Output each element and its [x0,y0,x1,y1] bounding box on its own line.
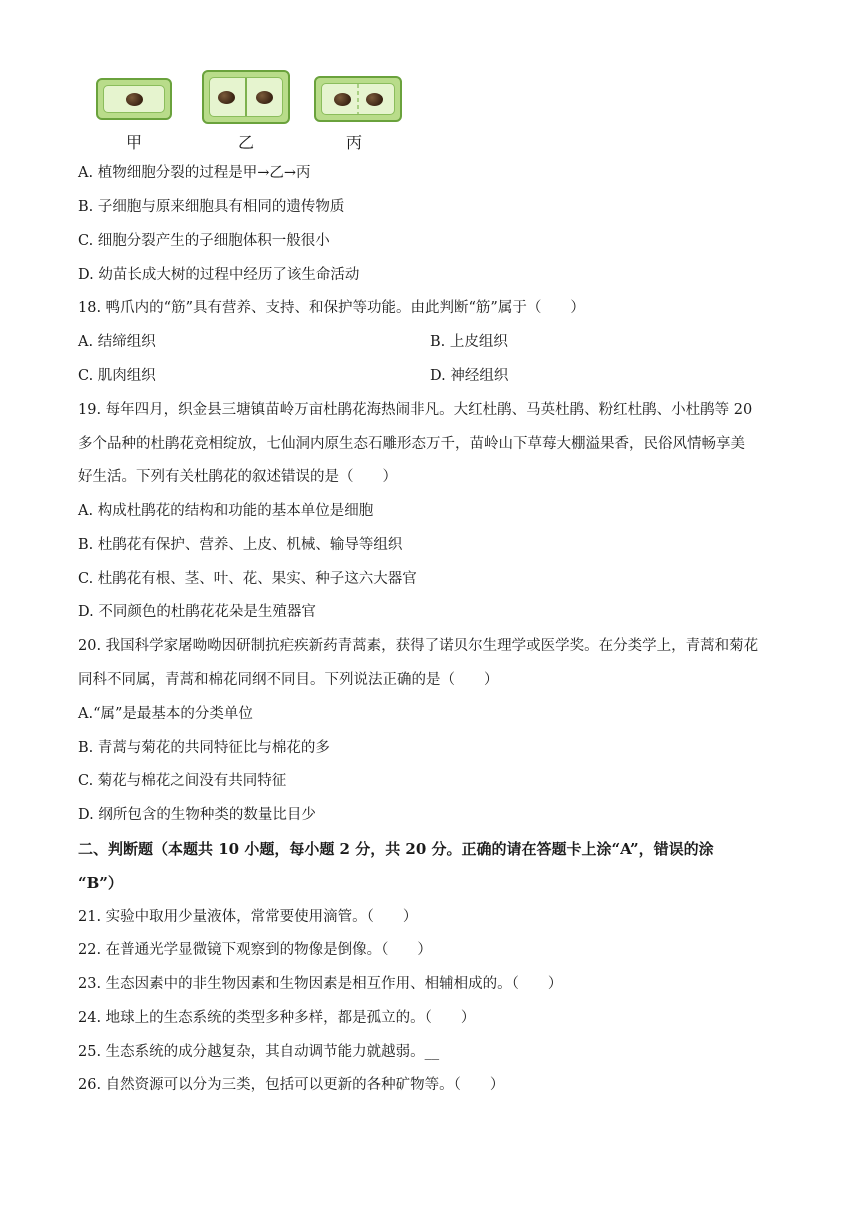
cell-yi-nucleus-left [218,91,235,104]
q18-stem: 18. 鸭爪内的“筋”具有营养、支持、和保护等功能。由此判断“筋”属于（ ） [78,300,585,316]
q20-option-d: D. 纲所包含的生物种类的数量比目少 [78,807,316,823]
q18-option-b: B. 上皮组织 [430,334,508,350]
judge-item-23: 23. 生态因素中的非生物因素和生物因素是相互作用、相辅相成的。（ ） [78,976,563,992]
cell-yi-new-wall [245,78,247,116]
cell-bing-cell-plate [357,84,359,114]
q20-stem-line-2: 同科不同属，青蒿和棉花同纲不同目。下列说法正确的是（ ） [78,672,499,688]
cell-jia [96,78,172,120]
q20-option-c: C. 菊花与棉花之间没有共同特征 [78,773,287,789]
section2-heading-line-2: “B”） [78,874,123,892]
cell-bing-nucleus-left [334,93,351,106]
judge-item-22: 22. 在普通光学显微镜下观察到的物像是倒像。（ ） [78,942,432,958]
q19-option-c: C. 杜鹃花有根、茎、叶、花、果实、种子这六大器官 [78,571,417,587]
cell-jia-nucleus [126,93,143,106]
q19-stem-line-1: 19. 每年四月，织金县三塘镇苗岭万亩杜鹃花海热闹非凡。大红杜鹃、马英杜鹃、粉红杜鹃、小杜鹃等 20 [78,402,753,418]
q19-stem-line-2: 多个品种的杜鹃花竞相绽放，七仙洞内原生态石雕形态万千，苗岭山下草莓大棚溢果香，民俗风情畅享美 [78,436,745,452]
judge-item-21: 21. 实验中取用少量液体，常常要使用滴管。（ ） [78,909,418,925]
cell-bing-nucleus-right [366,93,383,106]
q18-option-c: C. 肌肉组织 [78,368,156,384]
q17-option-a: A. 植物细胞分裂的过程是甲→乙→丙 [78,165,311,181]
q18-option-a: A. 结缔组织 [78,334,156,350]
judge-item-24: 24. 地球上的生态系统的类型多种多样，都是孤立的。（ ） [78,1010,476,1026]
caption-yi: 乙 [238,133,255,152]
q19-stem-line-3: 好生活。下列有关杜鹃花的叙述错误的是（ ） [78,469,397,485]
caption-bing: 丙 [346,133,363,152]
q20-option-a: A.“属”是最基本的分类单位 [78,706,253,722]
q19-option-a: A. 构成杜鹃花的结构和功能的基本单位是细胞 [78,503,374,519]
caption-jia: 甲 [126,133,143,152]
q20-stem-line-1: 20. 我国科学家屠呦呦因研制抗疟疾新药青蒿素，获得了诺贝尔生理学或医学奖。在分类学上，青蒿和菊花 [78,638,759,654]
cell-bing [314,76,402,122]
q20-option-b: B. 青蒿与菊花的共同特征比与棉花的多 [78,740,330,756]
cell-yi-nucleus-right [256,91,273,104]
judge-item-26: 26. 自然资源可以分为三类，包括可以更新的各种矿物等。（ ） [78,1077,505,1093]
cell-yi [202,70,290,124]
judge-item-25: 25. 生态系统的成分越复杂，其自动调节能力就越弱。__ [78,1044,440,1060]
q17-option-d: D. 幼苗长成大树的过程中经历了该生命活动 [78,267,360,283]
q17-option-c: C. 细胞分裂产生的子细胞体积一般很小 [78,233,330,249]
q17-option-b: B. 子细胞与原来细胞具有相同的遗传物质 [78,199,345,215]
q19-option-b: B. 杜鹃花有保护、营养、上皮、机械、输导等组织 [78,537,403,553]
q19-option-d: D. 不同颜色的杜鹃花花朵是生殖器官 [78,604,316,620]
cell-division-figure [92,66,412,158]
section2-heading-line-1: 二、判断题（本题共 10 小题，每小题 2 分，共 20 分。正确的请在答题卡上涂“A”，错误的涂 [78,840,714,858]
q18-option-d: D. 神经组织 [430,368,509,384]
